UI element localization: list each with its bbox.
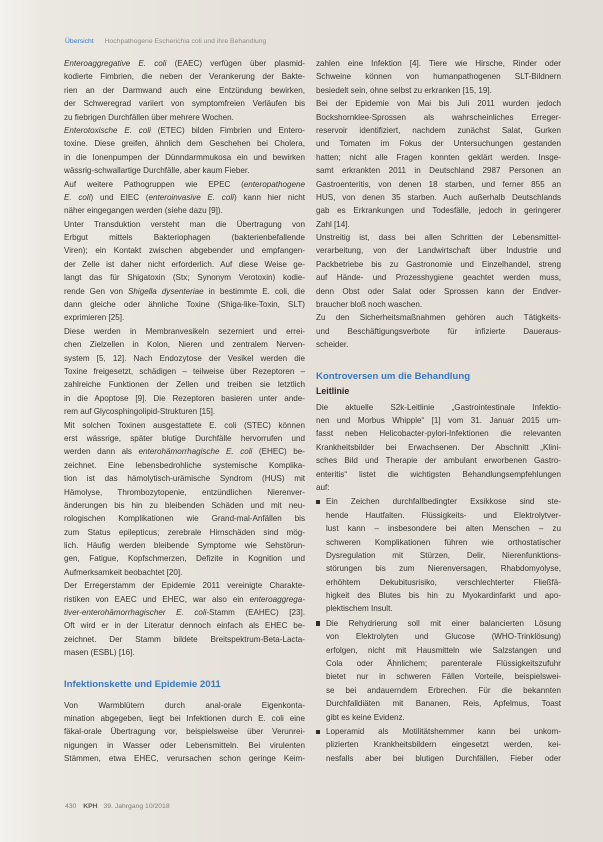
paragraph — [316, 401, 561, 495]
text-line: störungen bis zum Nierenversagen, Rhabdomyolyse, — [326, 564, 561, 574]
text-line: Zahl [14]. — [316, 219, 350, 229]
paragraph — [316, 311, 561, 351]
bullet-item — [316, 725, 561, 765]
paragraph — [64, 699, 305, 766]
text-line: Schweine können von humanpathogenen SLT-Bildnern — [316, 72, 561, 82]
text-run: ) kann hier nicht — [233, 192, 305, 202]
text-line: erfolgen, nicht mit Hausmitteln wie Salzstangen und — [326, 645, 561, 655]
text-run: (EAEC) verfügen über plasmid- — [166, 59, 305, 68]
bullet-item — [316, 617, 561, 724]
text-line: der Zelle ist daher nicht erforderlich. Auf diese Weise ge- — [64, 259, 305, 269]
text-line: gibt es keine Evidenz. — [326, 712, 405, 722]
text-line: Bei der Epidemie von Mai bis Juli 2011 wurden jedoch — [316, 99, 561, 109]
section-heading: Infektionskette und Epidemie 2011 — [64, 678, 221, 690]
page-footer — [65, 802, 170, 811]
text-line: tion ist das hämolytisch-urämische Syndrom (HUS) mit — [64, 474, 305, 484]
text-line: nen und Morbus Whipple“ [1] vom 31. Januar 2015 um- — [316, 415, 561, 425]
text-line: dann gleiche oder ähnliche Toxine (Shiga-like-Toxin, SLT) — [64, 300, 305, 310]
text-line — [64, 606, 305, 619]
text-line: der Schweregrad variiert von symptomfreien Verläufen bis — [64, 99, 305, 109]
text-line: rien an der Darmwand auch eine Entzündung bewirken, — [64, 85, 305, 95]
text-line: Stämmen, etwa EHEC, verursachen schon geringe Keim- — [64, 754, 305, 764]
text-line: Cola oder Ähnlichem; parenterale Flüssigkeitszufuhr — [326, 659, 561, 669]
text-line: auf: — [316, 482, 330, 492]
text-line: se bei andauerndem Erbrechen. Für die bekannten — [326, 685, 561, 695]
italic-text-run: E. coli — [64, 192, 91, 202]
column-right — [316, 57, 561, 765]
text-line: rem auf Glycosphingolipid-Strukturen [15]. — [64, 407, 216, 417]
text-line: besiedelt sein, ohne selbst zu erkranken [15, 19]. — [316, 85, 492, 95]
footer-journal: KPH — [83, 803, 98, 810]
text-line: und Tomaten im Fokus der Untersuchungen gestanden — [316, 139, 561, 149]
text-line: Loperamid als Motilitätshemmer kann bei unkom- — [326, 726, 561, 736]
text-line — [64, 445, 305, 458]
text-line — [64, 57, 305, 70]
section-heading: Kontroversen um die Behandlung — [316, 370, 471, 382]
paragraph — [64, 178, 305, 218]
paragraph — [64, 124, 305, 178]
italic-text-run: Enterotoxische E. coli — [64, 125, 151, 135]
text-line: Packbetriebe bis zu Gastronomie und Einzelhandel, streng — [316, 259, 561, 269]
text-line: zeichnet. Der Stamm bildete Breitspektrum-Beta-Lacta- — [64, 634, 305, 644]
text-line: system [5, 12]. Nach Endozytose der Vesikel werden die — [64, 353, 305, 363]
text-line: denn Obst oder Salat oder Sprossen kann der Endver- — [316, 286, 561, 296]
text-line: mination abgegeben, liegt bei Infektionen durch E. coli eine — [64, 713, 305, 723]
text-line: Durchfalldiäten mit Bananen, Reis, Apfelmus, Toast — [326, 699, 561, 709]
text-line: fasst neben Helicobacter-pylori-Infektionen die relevanten — [316, 429, 561, 439]
bullet-square-icon — [316, 500, 320, 504]
text-line — [64, 178, 305, 191]
subsection-heading: Leitlinie — [316, 385, 350, 396]
text-line: in die Apoptose [9]. Die Rezeptoren basieren unter ande- — [64, 393, 305, 403]
text-line — [64, 124, 305, 137]
text-run: Auf weitere Pathogruppen wie EPEC ( — [64, 179, 244, 189]
paragraph — [316, 97, 561, 231]
paragraph — [64, 57, 305, 124]
text-line: Die aktuelle S2k-Leitlinie „Gastrointestinale Infektio- — [316, 402, 561, 412]
text-line — [64, 191, 305, 204]
column-left — [64, 57, 305, 766]
text-run: ) und EIEC ( — [90, 192, 149, 202]
text-line: erhöhtem Dekubitusrisiko, verschlechterter Fließfä- — [326, 577, 561, 587]
text-line: schweren Komplikationen führen wie orthostatischer — [326, 537, 561, 547]
text-line: HUS, von denen 35 starben. Auch außerhalb Deutschlands — [316, 192, 561, 202]
text-line: chen Zielzellen in Kolon, Nieren und zentralem Nerven- — [64, 340, 305, 350]
text-line: enteritis“ listet die wichtigsten Behandlungsempfehlungen — [316, 469, 561, 479]
text-line: lust kann – insbesondere bei alten Menschen – zu — [326, 524, 561, 534]
text-line: Aufmerksamkeit beobachtet [20]. — [64, 567, 183, 577]
text-line: verarbeitung, von der Landwirtschaft über Industrie und — [316, 246, 561, 256]
text-line: braucher bloß noch waschen. — [316, 300, 423, 310]
text-line: reservoir identifiziert, nachdem zunächst Salat, Gurken — [316, 125, 561, 135]
text-line — [64, 285, 305, 298]
text-line: näher eingegangen werden (siehe dazu [9]). — [64, 206, 223, 216]
text-line: Unstreitig ist, dass bei allen Schritten der Lebensmittel- — [316, 233, 561, 243]
text-line: scheider. — [316, 340, 349, 350]
footer-page-number: 430 — [65, 803, 77, 810]
italic-text-run: enterohämorrhagische E. coli — [138, 447, 253, 457]
text-line: Krankheitsbilder bei Erwachsenen. Der Abschnitt „Klini- — [316, 442, 561, 452]
text-line: higkeit des Blutes bis hin zu Myokardinfarkt und apo- — [326, 591, 561, 601]
text-line: zu fiebrigen Durchfällen über mehrere Wochen. — [64, 112, 234, 122]
bullet-item — [316, 495, 561, 616]
text-line: toxine. Diese greifen, ähnlich dem Geschehen bei Cholera, — [64, 139, 305, 149]
text-line: Erbgut mittels Bakteriophagen (bakterienbefallende — [64, 233, 305, 243]
text-line: Von Warmblütern durch anal-orale Eigenkonta- — [64, 700, 305, 710]
text-line: langt das für Shigatoxin (Stx; Synonym Verotoxin) kodie- — [64, 273, 305, 283]
text-run: in bestimmte E. coli, die — [203, 286, 305, 296]
text-line: gab es Erkrankungen und Todesfälle, jedoch in geringerer — [316, 206, 561, 216]
text-line: fäkal-orale Übertragung vor, beispielsweise über Verunrei- — [64, 727, 305, 737]
paragraph — [64, 325, 305, 419]
text-line: auf Hände- und Prozesshygiene geachtet werden muss, — [316, 273, 561, 283]
paragraph — [64, 218, 305, 325]
text-line: plizierten Krankheitsbildern eingesetzt werden, kei- — [326, 740, 561, 750]
text-line: hende Hautfalten. Flüssigkeits- und Elektrolytver- — [326, 510, 561, 520]
italic-text-run: Shigella dysenteriae — [128, 286, 204, 296]
header-section-label: Übersicht — [65, 38, 94, 45]
text-line: hatten; nicht alle Fragen konnten geklärt werden. Insge- — [316, 152, 561, 162]
text-line: Oft wird er in der Literatur dennoch einfach als EHEC be- — [64, 621, 305, 631]
bullet-square-icon — [316, 730, 320, 734]
text-line: Toxine freigesetzt, schädigen – teilweise über Rezeptoren – — [64, 366, 305, 376]
text-line: zum Status epilepticus; zerebrale Hirnschäden sind mög- — [64, 527, 305, 537]
text-run: werden dann als — [64, 447, 139, 457]
text-line: zeichnet. Eine lebensbedrohliche systemische Komplika- — [64, 460, 305, 470]
footer-issue: 39. Jahrgang 10/2018 — [103, 803, 170, 810]
bullet-square-icon — [316, 621, 320, 625]
text-run: ristiken von EAEC und EHEC, war also ein — [64, 594, 250, 604]
text-line: sches Bild und Therapie der ambulant erworbenen Gastro- — [316, 456, 561, 466]
text-line: Die Rehydrierung soll mit einer balancierten Lösung — [326, 618, 561, 628]
paragraph — [64, 579, 305, 659]
text-line: erst wässrige, später blutige Durchfälle hervorrufen und — [64, 433, 305, 443]
text-line: masen (ESBL) [16]. — [64, 648, 135, 658]
text-line: kodierte Fimbrien, die neben der Verankerung der Bakte- — [64, 72, 305, 82]
text-line: nigungen in Wasser oder Lebensmitteln. Bei virulenten — [64, 740, 305, 750]
text-line: änderungen bis hin zu bleibenden Schäden und mit neu- — [64, 500, 305, 510]
text-line: Ein Zeichen durchfallbedingter Exsikkose sind ste- — [326, 497, 561, 507]
italic-text-run: enteropathogene — [243, 179, 305, 189]
text-run: (EHEC) be- — [252, 447, 305, 457]
text-line: Dysregulation mit Stürzen, Delir, Nierenfunktions- — [326, 550, 561, 560]
text-line: gen, Fatigue, Kopfschmerzen, Defizite in Kognition und — [64, 554, 305, 564]
paragraph — [64, 419, 305, 580]
text-line: Diese werden in Membranvesikeln sezerniert und errei- — [64, 326, 305, 336]
text-line: von Elektrolyten und Glucose (WHO-Trinklösung) — [326, 632, 561, 642]
text-line: plektischem Insult. — [326, 604, 393, 614]
text-line: Bockshornklee-Sprossen als wahrscheinliches Erreger- — [316, 112, 561, 122]
text-line: exprimieren [25]. — [64, 313, 125, 323]
text-line: nesfalls aber bei blutigen Durchfällen, Fieber oder — [326, 753, 561, 763]
text-run: rende Gen von — [64, 286, 128, 296]
text-line: Unter Transduktion versteht man die Übertragung von — [64, 219, 305, 229]
text-line: und Beschäftigungsverbote für infizierte Daueraus- — [316, 326, 561, 336]
text-line: lich. Häufig werden bleibende Symptome wie Sehstörun- — [64, 541, 305, 551]
header-title: Hochpathogene Escherichia coli und ihre Behandlung — [104, 38, 267, 45]
text-line: wässrig-schwallartige Durchfälle, aber kaum Fieber. — [64, 166, 250, 176]
paragraph — [316, 57, 561, 97]
text-line: in die Ionenpumpen der Dünndarmmukosa ein und bewirken — [64, 152, 305, 162]
text-run: -Stamm (EAHEC) [23]. — [206, 608, 305, 618]
italic-text-run: tiver-enterohämorrhagischer E. coli — [64, 608, 207, 618]
text-line: Mit solchen Toxinen ausgestattete E. coli (STEC) können — [64, 420, 305, 430]
text-line: Der Erregerstamm der Epidemie 2011 vereinigte Charakte- — [64, 581, 305, 591]
paragraph — [316, 231, 561, 311]
text-line — [64, 593, 305, 606]
text-line: zahlen eine Infektion [4]. Tiere wie Hirsche, Rinder oder — [316, 59, 561, 68]
italic-text-run: Enteroaggregative E. coli — [64, 59, 167, 68]
text-line: Viren); ein Kontakt zwischen abgebender und empfangen- — [64, 246, 305, 256]
text-run: (ETEC) bilden Fimbrien und Entero- — [150, 125, 305, 135]
page-header — [65, 37, 266, 46]
italic-text-run: enteroaggrega- — [249, 594, 305, 604]
text-line: Zu den Sicherheitsmaßnahmen gehören auch Tätigkeits- — [316, 313, 561, 323]
text-line: zahlreiche Funktionen der Zellen und treiben sie letztlich — [64, 380, 305, 390]
text-line: Hämolyse, Thrombozytopenie, entzündlichen Nierenver- — [64, 487, 305, 497]
text-line: samt erkrankten 2011 in Deutschland 2987 Personen an — [316, 166, 561, 176]
text-line: Gastroenteritis, von denen 18 starben, und ferner 855 an — [316, 179, 561, 189]
italic-text-run: enteroinvasive E. coli — [148, 192, 234, 202]
text-line: bietet nur in schweren Fällen Vorteile, beispielswei- — [326, 672, 561, 682]
text-line: rologischen Komplikationen wie Grand-mal-Anfällen bis — [64, 514, 305, 524]
